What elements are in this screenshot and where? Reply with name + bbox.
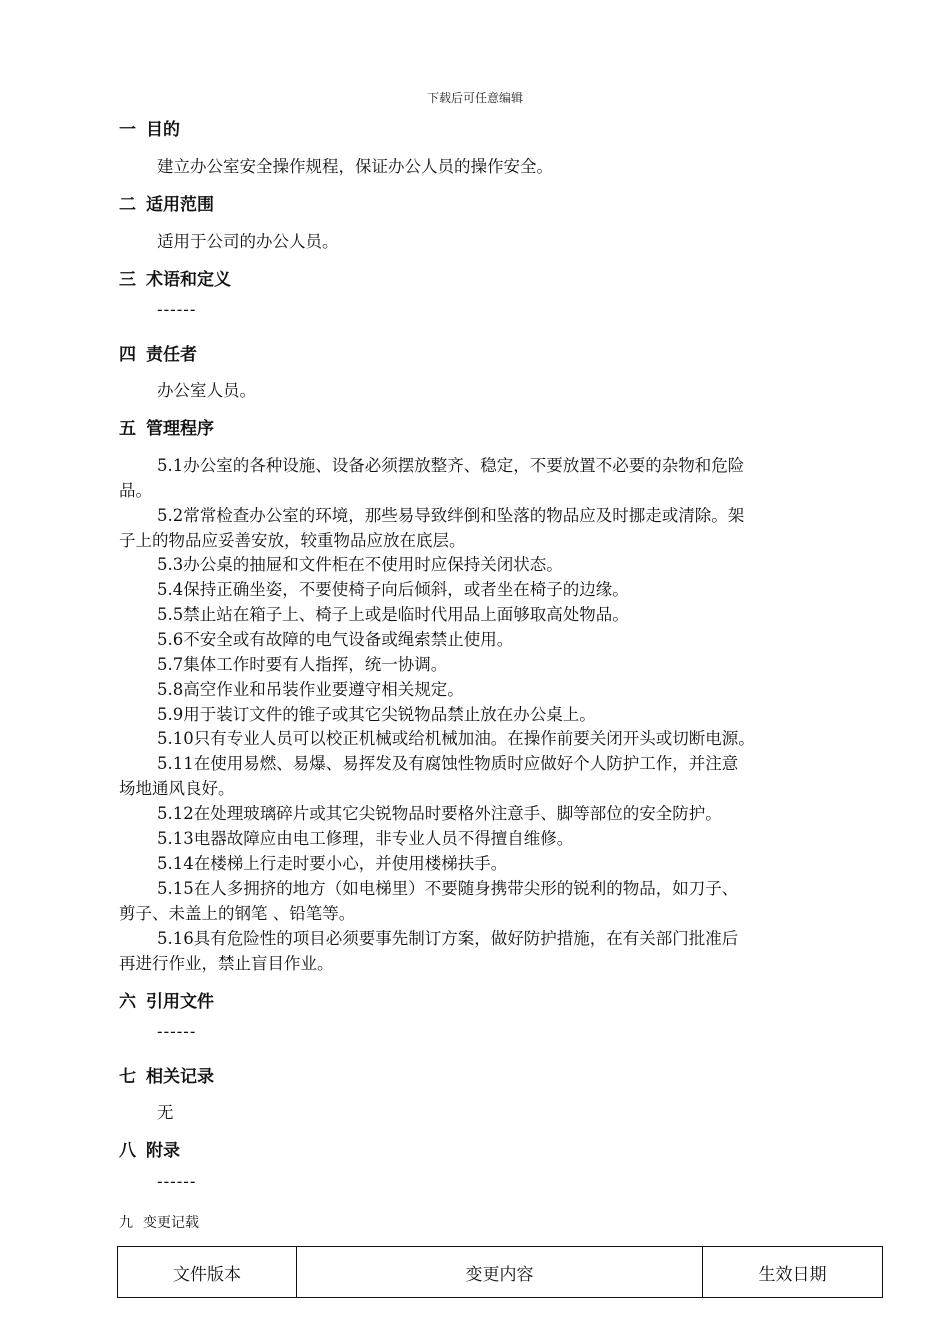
procedure-item-continued: 场地通风良好。 [119,779,235,798]
section-title: 责任者 [146,345,197,365]
procedure-item: 5.3办公桌的抽屉和文件柜在不使用时应保持关闭状态。 [157,555,563,574]
column-header-version: 文件版本 [118,1247,297,1298]
procedure-item-continued: 剪子、未盖上的钢笔 、铅笔等。 [119,904,356,923]
procedure-item-continued: 再进行作业，禁止盲目作业。 [119,954,334,973]
column-header-content: 变更内容 [297,1247,703,1298]
procedure-item: 5.5禁止站在箱子上、椅子上或是临时代用品上面够取高处物品。 [157,605,629,624]
section-heading-terms [119,265,231,290]
body-line: 建立办公室安全操作规程，保证办公人员的操作安全。 [157,157,553,176]
section-title: 管理程序 [146,419,214,439]
section-heading-change-log [119,1212,199,1232]
procedure-item-continued: 子上的物品应妥善安放，较重物品应放在底层。 [119,531,466,550]
section-title: 目的 [146,120,180,140]
change-log-table [117,1246,883,1298]
placeholder-dashes: ------ [157,1172,197,1191]
section-number: 六 [119,992,136,1012]
section-heading-responsible [119,340,197,365]
section-number: 九 [119,1215,133,1231]
table-header-row [118,1247,883,1298]
section-heading-procedure [119,414,214,439]
section-number: 七 [119,1067,136,1087]
procedure-item: 5.8高空作业和吊装作业要遵守相关规定。 [157,680,464,699]
section-title: 适用范围 [146,195,214,215]
procedure-item: 5.4保持正确坐姿，不要使椅子向后倾斜，或者坐在椅子的边缘。 [157,580,629,599]
procedure-item: 5.10只有专业人员可以校正机械或给机械加油。在操作前要关闭开头或切断电源。 [157,729,755,748]
section-heading-records [119,1062,214,1087]
section-heading-scope [119,190,214,215]
placeholder-dashes: ------ [157,300,197,319]
section-title: 引用文件 [146,992,214,1012]
section-title: 相关记录 [146,1067,214,1087]
procedure-item: 5.9用于装订文件的锥子或其它尖锐物品禁止放在办公桌上。 [157,705,596,724]
procedure-item-continued: 品。 [119,481,152,500]
procedure-item: 5.16具有危险性的项目必须要事先制订方案，做好防护措施，在有关部门批准后 [157,929,739,948]
procedure-item: 5.12在处理玻璃碎片或其它尖锐物品时要格外注意手、脚等部位的安全防护。 [157,804,722,823]
procedure-item: 5.6不安全或有故障的电气设备或绳索禁止使用。 [157,630,514,649]
header-note: 下载后可任意编辑 [426,91,523,105]
placeholder-dashes: ------ [157,1022,197,1041]
body-line: 办公室人员。 [157,381,256,400]
section-title: 变更记载 [143,1215,199,1231]
procedure-item: 5.2常常检查办公室的环境，那些易导致绊倒和坠落的物品应及时挪走或清除。架 [157,506,745,525]
section-number: 四 [119,345,136,365]
section-heading-references [119,987,214,1012]
section-number: 二 [119,195,136,215]
section-title: 附录 [146,1141,180,1161]
procedure-item: 5.14在楼梯上行走时要小心，并使用楼梯扶手。 [157,854,508,873]
procedure-item: 5.11在使用易燃、易爆、易挥发及有腐蚀性物质时应做好个人防护工作，并注意 [157,754,739,773]
procedure-item: 5.15在人多拥挤的地方（如电梯里）不要随身携带尖形的锐利的物品，如刀子、 [157,879,739,898]
section-heading-appendix [119,1136,180,1161]
body-line: 适用于公司的办公人员。 [157,232,339,251]
section-title: 术语和定义 [146,270,231,290]
section-number: 八 [119,1141,136,1161]
body-line: 无 [157,1103,174,1122]
section-number: 一 [119,120,136,140]
section-heading-purpose [119,115,180,140]
procedure-item: 5.1办公室的各种设施、设备必须摆放整齐、稳定，不要放置不必要的杂物和危险 [157,456,745,475]
section-number: 五 [119,419,136,439]
column-header-effective-date: 生效日期 [703,1247,883,1298]
procedure-item: 5.7集体工作时要有人指挥，统一协调。 [157,655,448,674]
procedure-item: 5.13电器故障应由电工修理，非专业人员不得擅自维修。 [157,829,574,848]
section-number: 三 [119,270,136,290]
